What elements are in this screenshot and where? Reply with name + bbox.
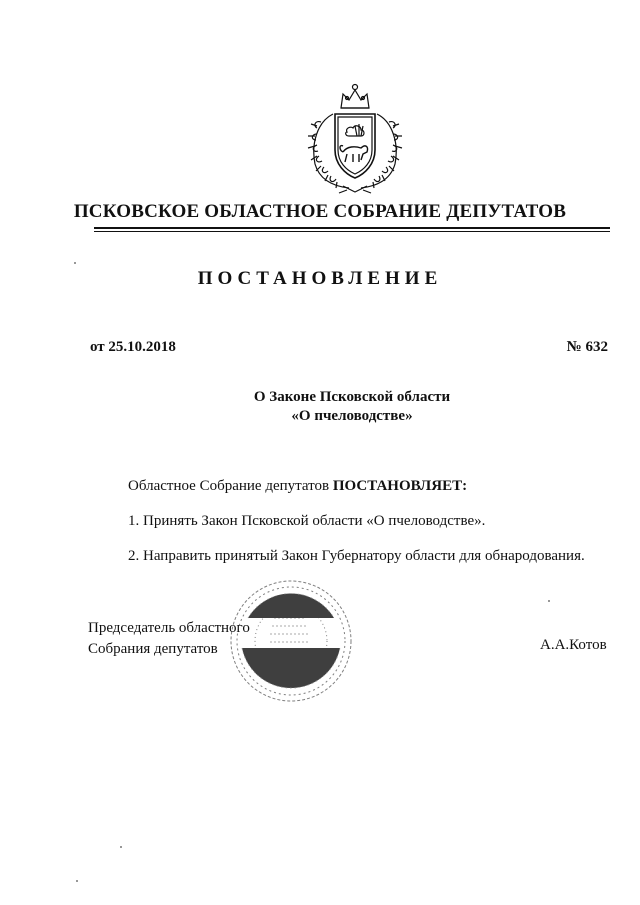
scan-speck [74,262,76,264]
scan-speck [76,880,78,882]
organization-name: ПСКОВСКОЕ ОБЛАСТНОЕ СОБРАНИЕ ДЕПУТАТОВ [73,201,567,222]
header-divider-thick [94,227,610,229]
header-divider-thin [94,231,610,232]
document-subject [0,388,640,426]
intro-text: Областное Собрание депутатов [128,478,333,494]
intro-resolves: ПОСТАНОВЛЯЕТ: [332,478,468,494]
signer-name: А.А.Котов [540,637,607,653]
signer-title-line-2: Собрания депутатов [88,641,218,657]
subject-line-2: «О пчеловодстве» [291,408,413,424]
signer-title-line-1: Председатель областного [88,620,250,636]
resolution-intro [128,478,467,495]
document-date: от 25.10.2018 [90,339,176,355]
coat-of-arms-icon [303,82,407,194]
resolution-item-2: 2. Направить принятый Закон Губернатору области для обнародования. [128,548,585,564]
scan-speck [120,846,122,848]
resolution-item-1: 1. Принять Закон Псковской области «О пчеловодстве». [128,513,486,529]
scan-speck [548,600,550,602]
document-number: № 632 [566,339,608,355]
signer-title [88,618,250,660]
subject-line-1: О Законе Псковской области [253,389,451,405]
document-type-title: ПОСТАНОВЛЕНИЕ [197,268,443,289]
